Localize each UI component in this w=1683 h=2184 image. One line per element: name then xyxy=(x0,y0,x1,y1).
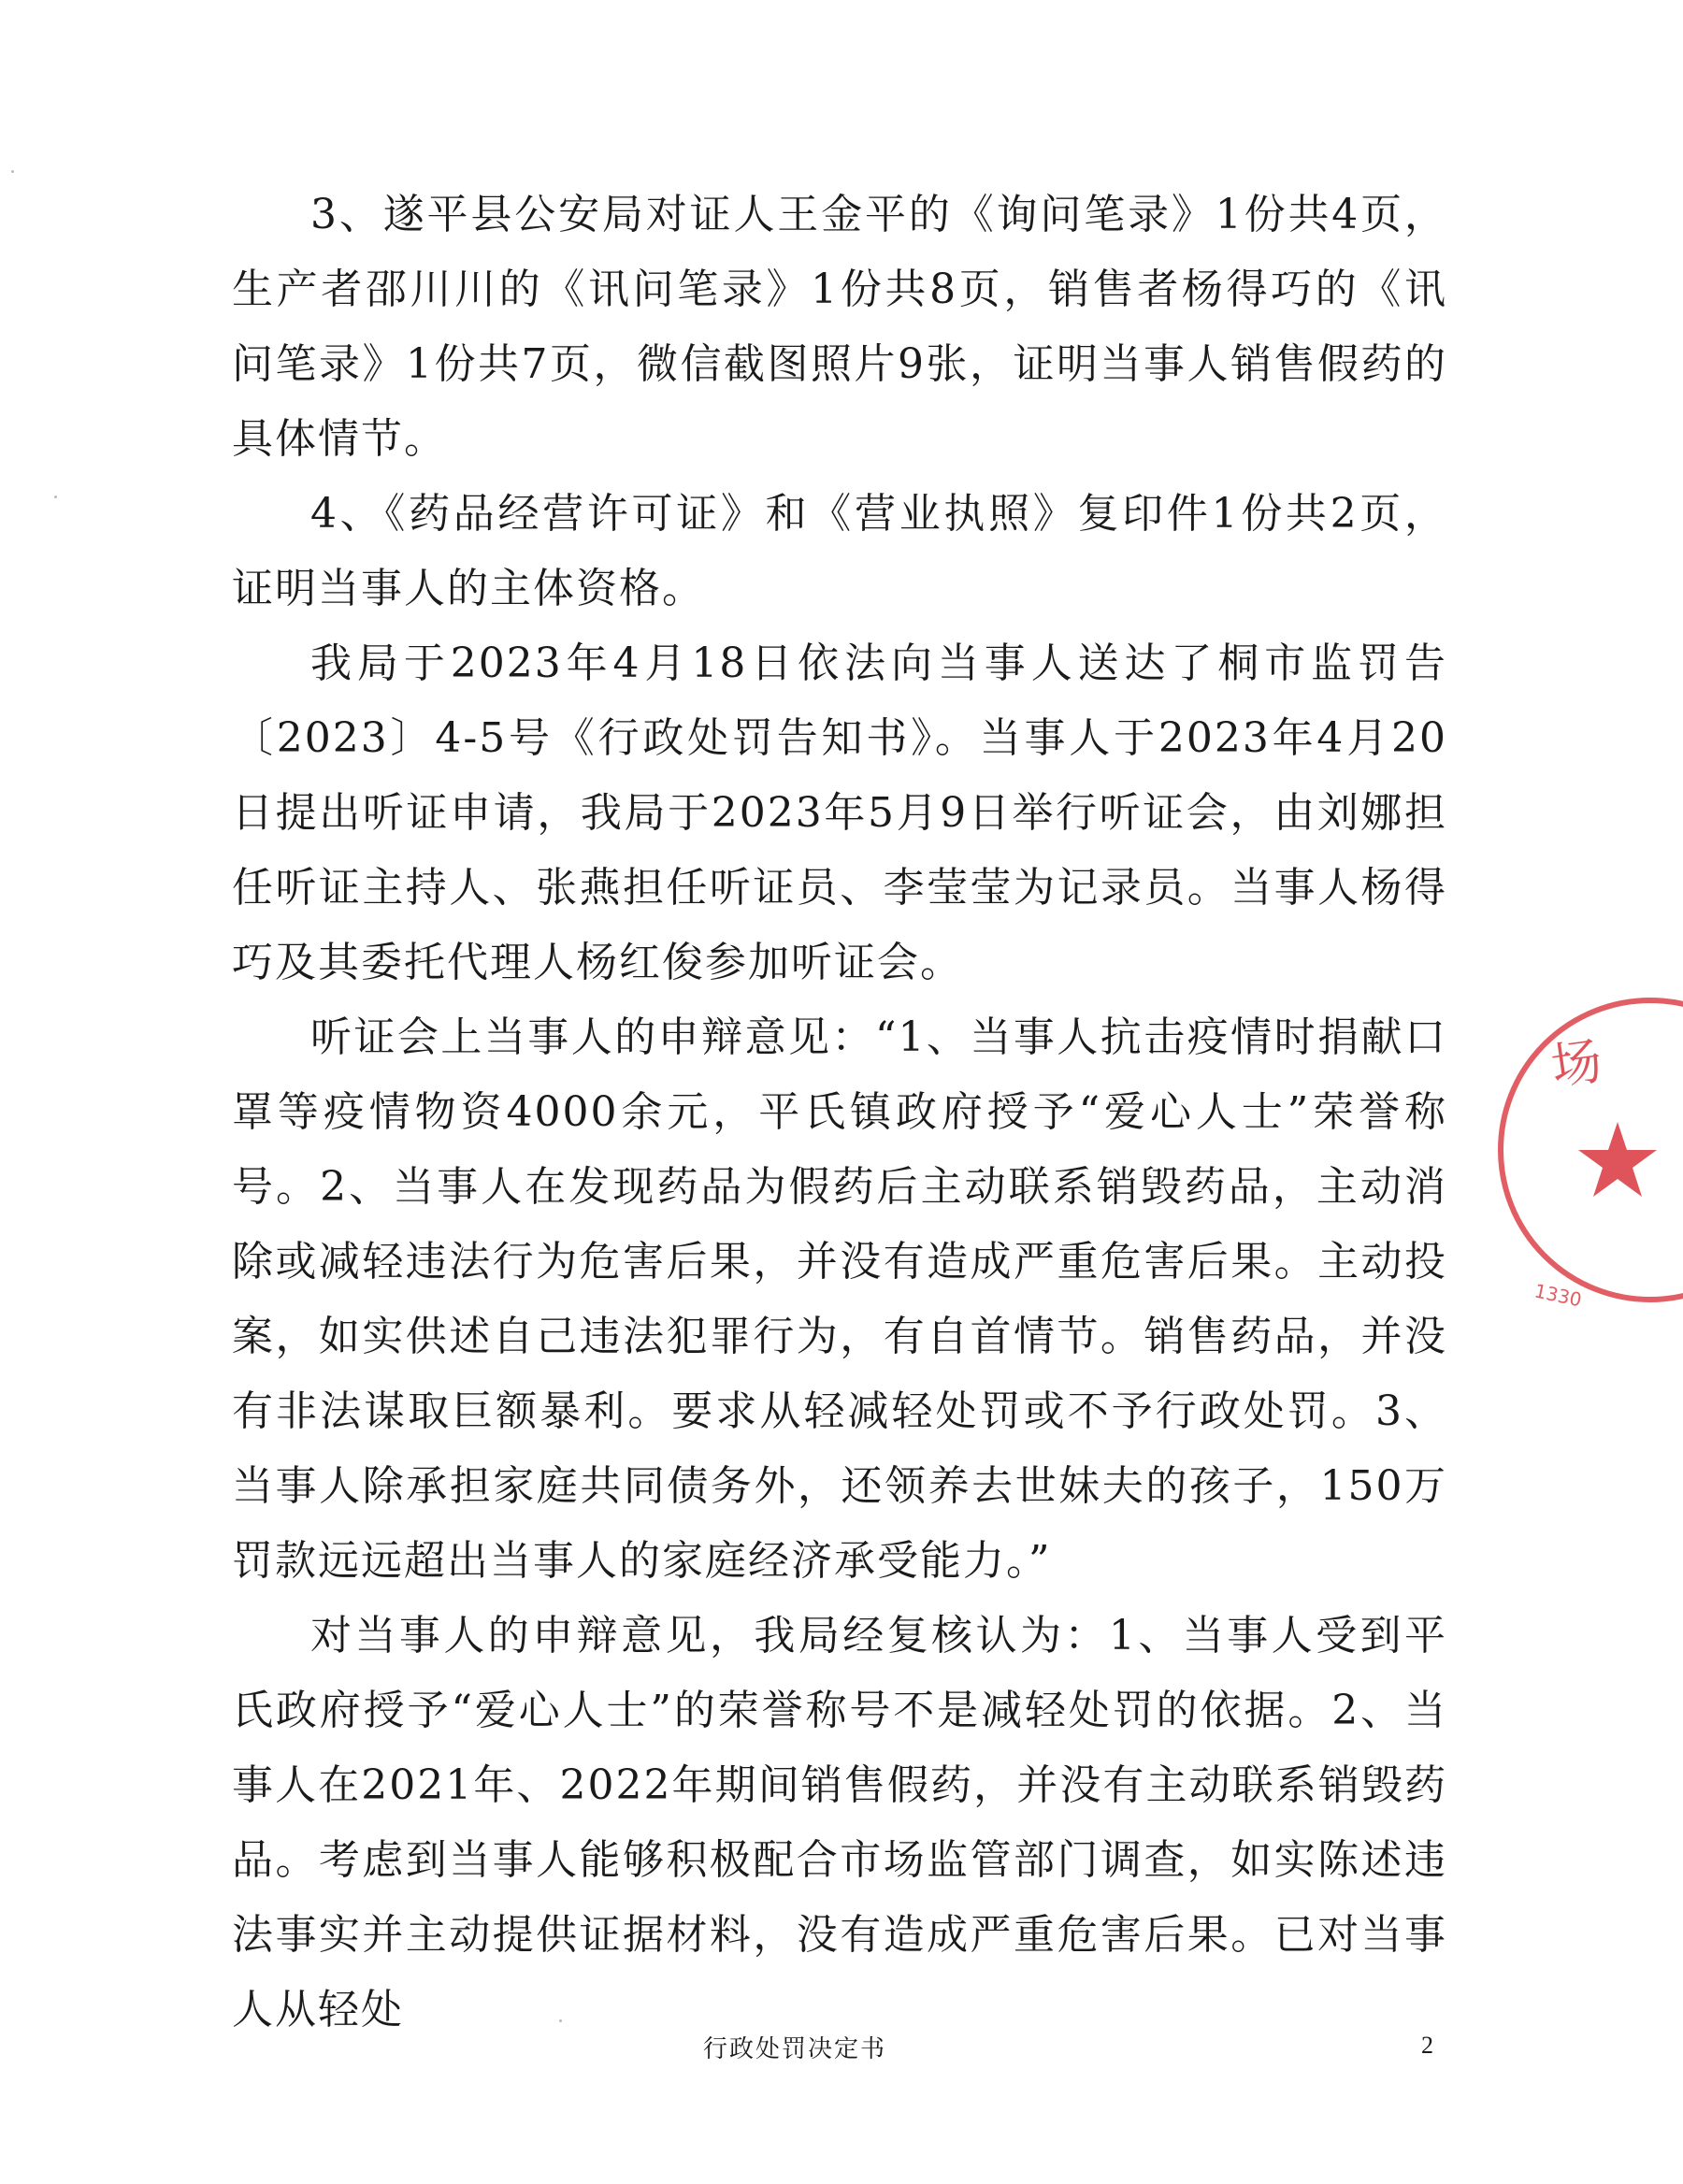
paragraph-evidence-4: 4、《药品经营许可证》和《营业执照》复印件1份共2页，证明当事人的主体资格。 xyxy=(232,490,1447,612)
paragraph-defense-opinion: 听证会上当事人的申辩意见：“1、当事人抗击疫情时捐献口罩等疫情物资4000余元，平氏镇政府授予“爱心人士”荣誉称号。2、当事人在发现药品为假药后主动联系销毁药品，主动消除或减轻违法行为危害后果，并没有造成严重危害后果。主动投案，如实供述自己违法犯罪行为，有自首情节。销售药品，并没有非法谋取巨额暴利。要求从轻减轻处罚或不予行政处罚。3、当事人除承担家庭共同债务外，还领养去世妹夫的孩子，150万罚款远远超出当事人的家庭经济承受能力。” xyxy=(232,1013,1447,1585)
scan-speck xyxy=(54,496,57,498)
scan-speck xyxy=(11,170,14,173)
svg-text:场: 场 xyxy=(1547,1030,1606,1097)
footer-title: 行政处罚决定书 xyxy=(702,2035,886,2063)
document-body xyxy=(232,178,1447,2048)
paragraph-hearing-notice: 我局于2023年4月18日依法向当事人送达了桐市监罚告〔2023〕4-5号《行政处罚告知书》。当事人于2023年4月20日提出听证申请，我局于2023年5月9日举行听证会，由刘娜担任听证主持人、张燕担任听证员、李莹莹为记录员。当事人杨得巧及其委托代理人杨红俊参加听证会。 xyxy=(232,639,1447,986)
paragraph-review-opinion: 对当事人的申辩意见，我局经复核认为：1、当事人受到平氏政府授予“爱心人士”的荣誉称号不是减轻处罚的依据。2、当事人在2021年、2022年期间销售假药，并没有主动联系销毁药品。考虑到当事人能够积极配合市场监管部门调查，如实陈述违法事实并主动提供证据材料，没有造成严重危害后果。已对当事人从轻处 xyxy=(232,1612,1447,2033)
paragraph-evidence-3: 3、遂平县公安局对证人王金平的《询问笔录》1份共4页，生产者邵川川的《讯问笔录》1份共8页，销售者杨得巧的《讯问笔录》1份共7页，微信截图照片9张，证明当事人销售假药的具体情节。 xyxy=(232,191,1447,463)
scan-speck xyxy=(559,2019,562,2022)
page-number: 2 xyxy=(1421,2032,1433,2059)
official-seal-stamp xyxy=(1496,996,1683,1312)
svg-text:1330: 1330 xyxy=(1532,1279,1584,1312)
